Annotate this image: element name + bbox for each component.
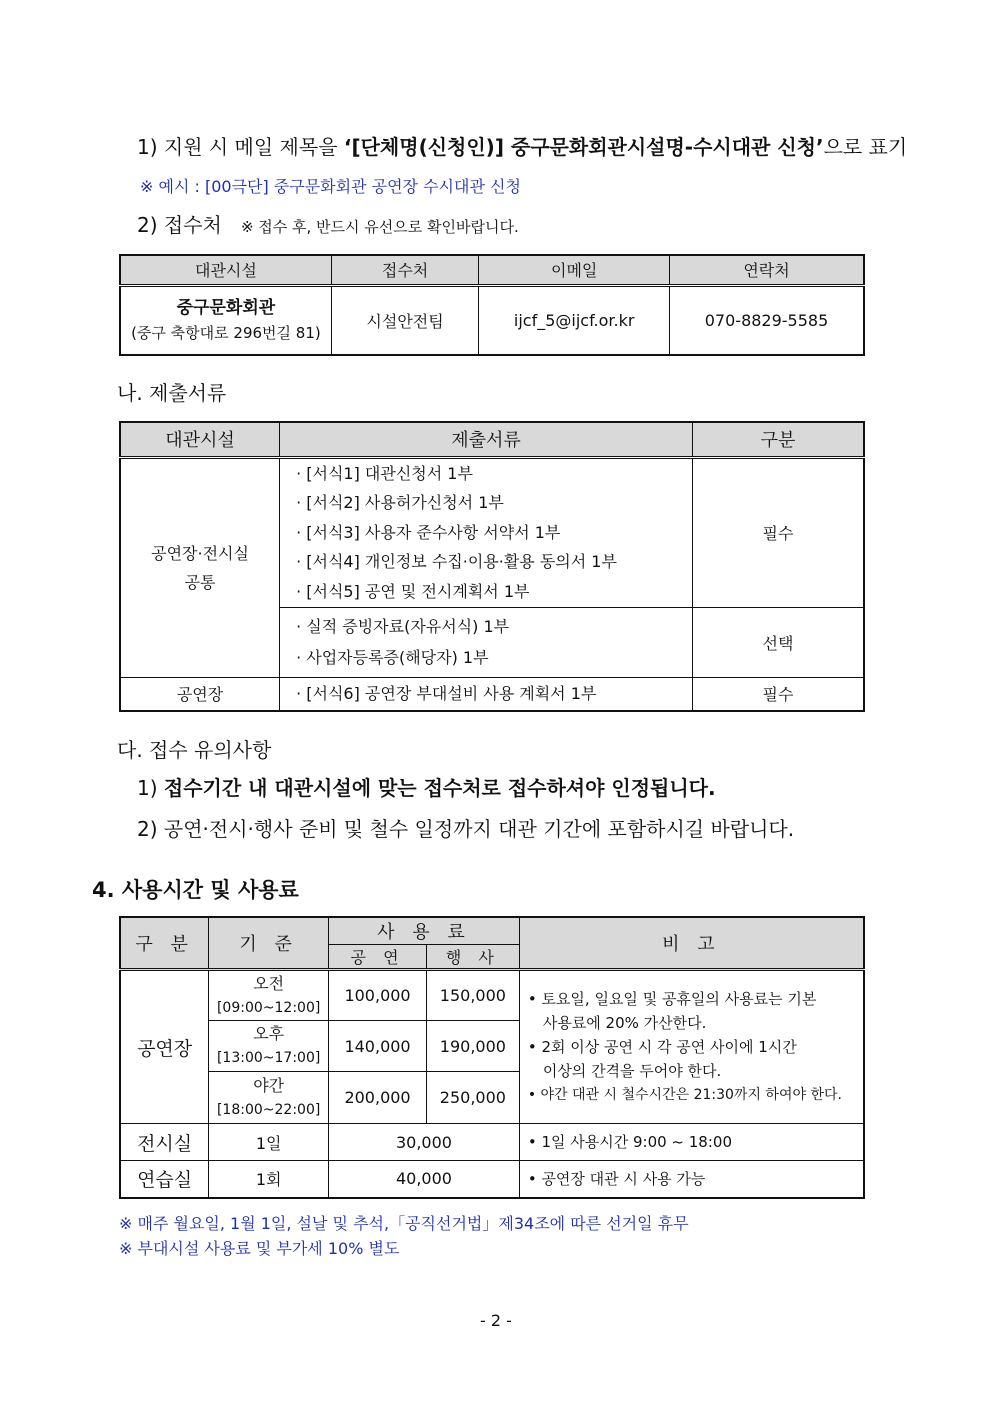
- mail-subject-instruction: 1) 지원 시 메일 제목을 ‘[단체명(신청인)] 중구문화회관시설명-수시대관 신청’으로 표기: [137, 135, 908, 159]
- doc-item: · 실적 증빙자료(자유서식) 1부: [296, 617, 510, 636]
- page-number: - 2 -: [480, 1311, 512, 1330]
- vat-note: ※ 부대시설 사용료 및 부가세 10% 별도: [119, 1239, 400, 1258]
- fee-header-category: 구 분: [120, 917, 209, 970]
- doc-item: · 사업자등록증(해당자) 1부: [296, 648, 489, 667]
- section-da-title: 다. 접수 유의사항: [117, 738, 272, 762]
- fee-header-remarks: 비 고: [519, 917, 864, 970]
- optional-label: 선택: [692, 607, 864, 677]
- exhibition-basis: 1일: [209, 1124, 329, 1161]
- reception-note: ※ 접수 후, 반드시 유선으로 확인바랍니다.: [240, 218, 519, 236]
- doc-header-documents: 제출서류: [280, 422, 693, 457]
- email-cell[interactable]: ijcf_5@ijcf.or.kr: [479, 285, 670, 355]
- doc-header-facility: 대관시설: [120, 422, 280, 457]
- fee-header-event: 행 사: [426, 945, 519, 970]
- notice-item-2: 2) 공연·전시·행사 준비 및 철수 일정까지 대관 기간에 포함하시길 바랍니다.: [137, 817, 795, 841]
- section-na-title: 나. 제출서류: [117, 381, 227, 405]
- required-docs-cell: [280, 457, 693, 607]
- facility-address: (중구 축항대로 296번길 81): [131, 324, 321, 343]
- practice-remark: • 공연장 대관 시 사용 가능: [519, 1161, 864, 1198]
- facility-name: 중구문화회관: [176, 298, 276, 319]
- theater-name: 공연장: [120, 970, 209, 1124]
- theater-facility-cell: 공연장: [120, 677, 280, 711]
- header-email: 이메일: [479, 255, 670, 285]
- slot-cell: 오후 [13:00~17:00]: [209, 1021, 329, 1072]
- fee-table: [119, 916, 865, 1199]
- doc-header-type: 구분: [692, 422, 864, 457]
- exhibition-name: 전시실: [120, 1124, 209, 1161]
- slot-cell: 야간 [18:00~22:00]: [209, 1072, 329, 1124]
- fee-performance: 100,000: [329, 970, 427, 1021]
- closure-note: ※ 매주 월요일, 1월 1일, 설날 및 추석,「공직선거법」제34조에 따른 선거일 휴무: [119, 1214, 689, 1233]
- notice-item-1: 1) 접수기간 내 대관시설에 맞는 접수처로 접수하셔야 인정됩니다.: [137, 776, 716, 800]
- doc-item: · [서식4] 개인정보 수집·이용·활용 동의서 1부: [296, 552, 617, 572]
- documents-table: [119, 421, 865, 712]
- header-office: 접수처: [331, 255, 479, 285]
- header-phone: 연락처: [670, 255, 864, 285]
- example-note: ※ 예시 : [00극단] 중구문화회관 공연장 수시대관 신청: [140, 177, 521, 196]
- theater-doc-cell: [280, 677, 693, 711]
- practice-fee: 40,000: [329, 1161, 520, 1198]
- fee-event: 190,000: [426, 1021, 519, 1072]
- fee-event: 150,000: [426, 970, 519, 1021]
- section-4-title: 4. 사용시간 및 사용료: [92, 878, 299, 902]
- doc-item: · [서식3] 사용자 준수사항 서약서 1부: [296, 522, 561, 542]
- doc-item: · [서식5] 공연 및 전시계획서 1부: [296, 581, 530, 601]
- fee-event: 250,000: [426, 1072, 519, 1124]
- optional-docs-cell: [280, 607, 693, 677]
- theater-remarks: • 토요일, 일요일 및 공휴일의 사용료는 기본 사용료에 20% 가산한다. • 2회 이상 공연 시 각 공연 사이에 1시간 이상의 간격을 두어야 한다. • 야간 대관 시 철수시간은 21:30까지 하여야 한다.: [519, 970, 864, 1124]
- theater-label: 필수: [692, 677, 864, 711]
- team-cell: 시설안전팀: [331, 285, 479, 355]
- fee-header-basis: 기 준: [209, 917, 329, 970]
- header-facility: 대관시설: [120, 255, 331, 285]
- exhibition-fee: 30,000: [329, 1124, 520, 1161]
- doc-item: · [서식6] 공연장 부대설비 사용 계획서 1부: [296, 684, 597, 703]
- fee-header-performance: 공 연: [329, 945, 427, 970]
- slot-cell: 오전 [09:00~12:00]: [209, 970, 329, 1021]
- fee-performance: 200,000: [329, 1072, 427, 1124]
- practice-basis: 1회: [209, 1161, 329, 1198]
- phone-cell: 070-8829-5585: [670, 285, 864, 355]
- doc-item: · [서식1] 대관신청서 1부: [296, 463, 473, 483]
- fee-performance: 140,000: [329, 1021, 427, 1072]
- common-facility-cell: 공연장·전시실 공통: [120, 457, 280, 677]
- reception-heading: 2) 접수처 ※ 접수 후, 반드시 유선으로 확인바랍니다.: [137, 213, 519, 237]
- doc-item: · [서식2] 사용허가신청서 1부: [296, 493, 504, 513]
- mail-subject-format: ‘[단체명(신청인)] 중구문화회관시설명-수시대관 신청’: [343, 135, 824, 159]
- reception-table: [119, 254, 865, 356]
- required-label: 필수: [692, 457, 864, 607]
- exhibition-remark: • 1일 사용시간 9:00 ~ 18:00: [519, 1124, 864, 1161]
- fee-header-fee: 사 용 료: [329, 917, 520, 945]
- practice-name: 연습실: [120, 1161, 209, 1198]
- facility-cell: [120, 285, 331, 355]
